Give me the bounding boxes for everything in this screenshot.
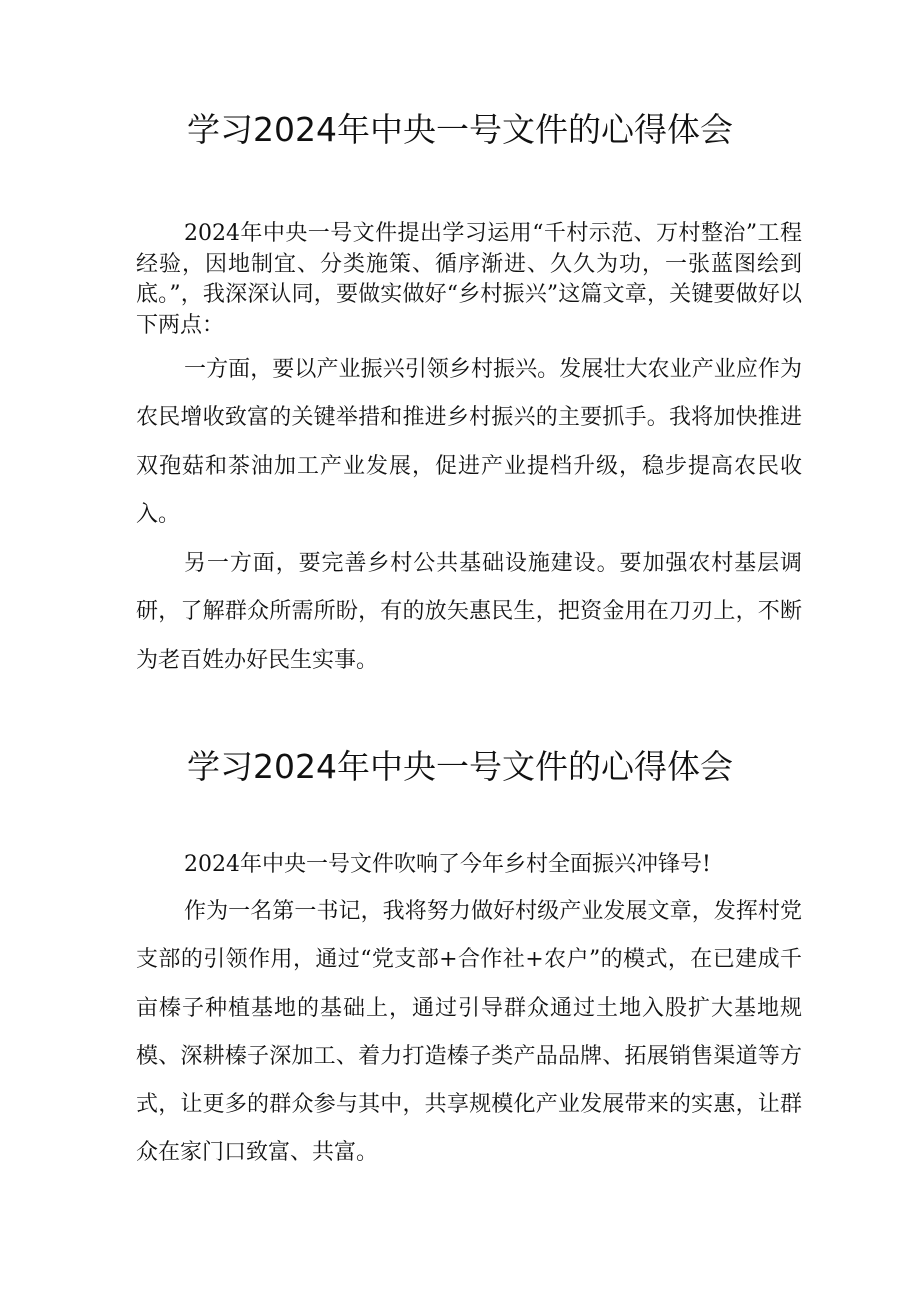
section-1-title: 学习2024年中央一号文件的心得体会 (187, 110, 733, 149)
section-1-paragraph-infrastructure: 另一方面，要完善乡村公共基础设施建设。要加强农村基层调研，了解群众所需所盼，有的放矢惠民生，把资金用在刀刃上，不断为老百姓办好民生实事。 (136, 551, 802, 673)
section-1-paragraph-industry: 一方面，要以产业振兴引领乡村振兴。发展壮大农业产业应作为农民增收致富的关键举措和推进乡村振兴的主要抓手。我将加快推进双孢菇和茶油加工产业发展，促进产业提档升级，稳步提高农民收入。 (136, 357, 802, 527)
section-2-title: 学习2024年中央一号文件的心得体会 (187, 747, 733, 786)
section-2-paragraph-body: 作为一名第一书记，我将努力做好村级产业发展文章，发挥村党支部的引领作用，通过“党支部+合作社+农户”的模式，在已建成千亩榛子种植基地的基础上，通过引导群众通过土地入股扩大基地规模、深耕榛子深加工、着力打造榛子类产品品牌、拓展销售渠道等方式，让更多的群众参与其中，共享规模化产业发展带来的实惠，让群众在家门口致富、共富。 (136, 899, 802, 1166)
section-2-paragraph-intro: 2024年中央一号文件吹响了今年乡村全面振兴冲锋号! (184, 852, 711, 877)
section-1-paragraph-intro: 2024年中央一号文件提出学习运用“千村示范、万村整治”工程经验，因地制宜、分类施策、循序渐进、久久为功，一张蓝图绘到底。”，我深深认同，要做实做好“乡村振兴”这篇文章，关键要做好以下两点： (136, 221, 802, 338)
